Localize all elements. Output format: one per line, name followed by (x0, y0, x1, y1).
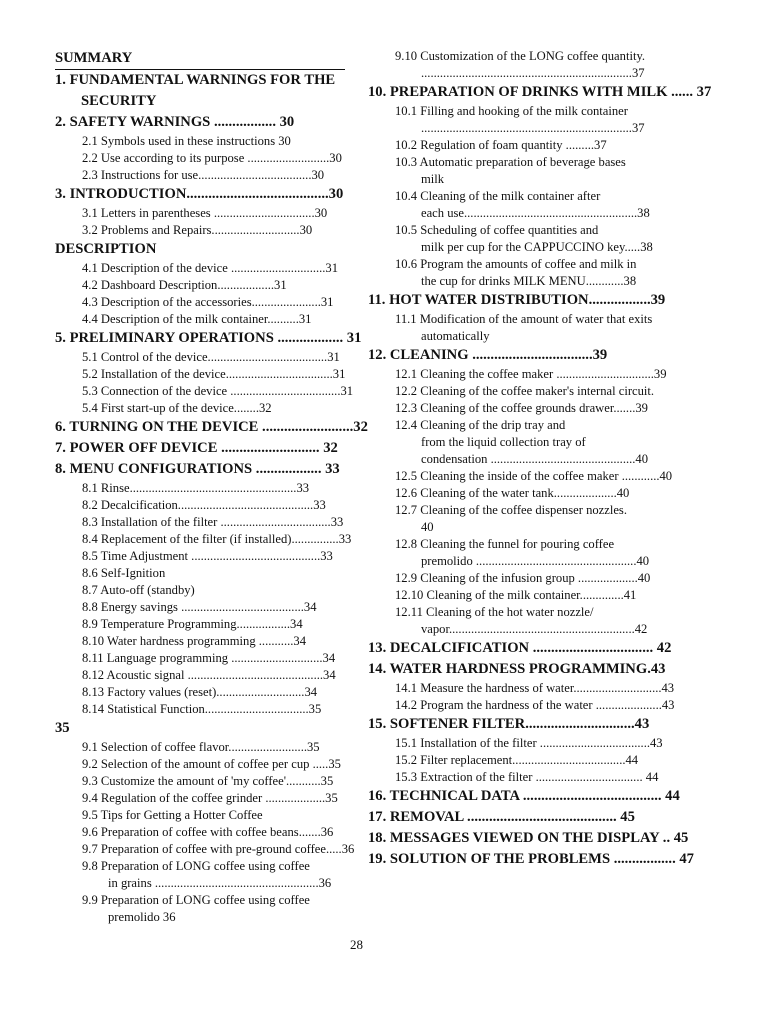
toc-subsection: 8.13 Factory values (reset)............................34 (82, 685, 318, 699)
toc-subsection-continuation: automatically (421, 329, 490, 343)
toc-subsection: 8.9 Temperature Programming.................34 (82, 617, 303, 631)
toc-subsection: 8.7 Auto-off (standby) (82, 583, 195, 597)
toc-subsection: 9.3 Customize the amount of 'my coffee'...........35 (82, 774, 334, 788)
toc-subsection-continuation: premolido ...................................................40 (421, 554, 650, 568)
toc-section-heading: 14. WATER HARDNESS PROGRAMMING.43 (368, 661, 666, 677)
toc-subsection: 8.5 Time Adjustment .........................................33 (82, 549, 333, 563)
toc-subsection-continuation: from the liquid collection tray of (421, 435, 586, 449)
toc-subsection: 12.10 Cleaning of the milk container..............41 (395, 588, 637, 602)
toc-section-heading: 8. MENU CONFIGURATIONS .................. 33 (55, 461, 340, 477)
toc-subsection: 8.10 Water hardness programming ...........34 (82, 634, 306, 648)
toc-subsection: 10.6 Program the amounts of coffee and milk in (395, 257, 637, 271)
toc-subsection-continuation: ...................................................................37 (421, 66, 645, 80)
toc-subsection: 12.7 Cleaning of the coffee dispenser nozzles. (395, 503, 627, 517)
toc-subsection: 10.4 Cleaning of the milk container after (395, 189, 601, 203)
toc-subsection: 12.5 Cleaning the inside of the coffee maker ............40 (395, 469, 673, 483)
toc-section-heading: 18. MESSAGES VIEWED ON THE DISPLAY .. 45 (368, 830, 689, 846)
toc-subsection: 12.2 Cleaning of the coffee maker's internal circuit. (395, 384, 655, 398)
toc-subsection: 10.5 Scheduling of coffee quantities and (395, 223, 599, 237)
toc-subsection-continuation: in grains ....................................................36 (108, 876, 332, 890)
toc-subsection: 9.5 Tips for Getting a Hotter Coffee (82, 808, 263, 822)
toc-subsection-continuation: milk per cup for the CAPPUCCINO key.....38 (421, 240, 653, 254)
toc-section-heading: 35 (55, 720, 70, 736)
toc-subsection: 14.2 Program the hardness of the water .....................43 (395, 698, 675, 712)
page-number: 28 (350, 937, 363, 952)
toc-subsection: 8.6 Self-Ignition (82, 566, 166, 580)
toc-subsection: 9.7 Preparation of coffee with pre-ground coffee.....36 (82, 842, 355, 856)
toc-subsection: 5.3 Connection of the device ...................................31 (82, 384, 354, 398)
toc-subsection: 12.8 Cleaning the funnel for pouring coffee (395, 537, 615, 551)
toc-section-heading: DESCRIPTION (55, 241, 157, 257)
toc-subsection: 8.4 Replacement of the filter (if installed)...............33 (82, 532, 352, 546)
toc-subsection: 4.2 Dashboard Description..................31 (82, 278, 287, 292)
toc-subsection: 5.1 Control of the device......................................31 (82, 350, 340, 364)
toc-subsection: 8.1 Rinse.....................................................33 (82, 481, 310, 495)
toc-section-heading: 19. SOLUTION OF THE PROBLEMS ................. 47 (368, 851, 694, 867)
toc-subsection-continuation: 40 (421, 520, 434, 534)
toc-right-list (368, 48, 758, 870)
toc-subsection-continuation: the cup for drinks MILK MENU............38 (421, 274, 637, 288)
toc-subsection: 8.12 Acoustic signal ...........................................34 (82, 668, 336, 682)
toc-subsection: 8.2 Decalcification...........................................33 (82, 498, 326, 512)
toc-subsection: 2.2 Use according to its purpose ..........................30 (82, 151, 342, 165)
toc-right-column (368, 48, 758, 870)
toc-section-heading: 10. PREPARATION OF DRINKS WITH MILK ...... 37 (368, 84, 712, 100)
toc-subsection: 5.2 Installation of the device..................................31 (82, 367, 346, 381)
toc-subsection: 9.9 Preparation of LONG coffee using coffee (82, 893, 310, 907)
toc-subsection: 12.11 Cleaning of the hot water nozzle/ (395, 605, 594, 619)
toc-section-heading: 5. PRELIMINARY OPERATIONS .................. 31 (55, 330, 362, 346)
toc-subsection: 8.14 Statistical Function.................................35 (82, 702, 322, 716)
toc-subsection: 11.1 Modification of the amount of water that exits (395, 312, 653, 326)
toc-subsection-continuation: vapor...........................................................42 (421, 622, 648, 636)
toc-subsection: 15.3 Extraction of the filter .................................. 44 (395, 770, 659, 784)
toc-subsection: 4.3 Description of the accessories......................31 (82, 295, 334, 309)
toc-subsection: 9.6 Preparation of coffee with coffee beans.......36 (82, 825, 334, 839)
toc-section-heading: 15. SOFTENER FILTER..............................43 (368, 716, 650, 732)
toc-subsection-continuation: condensation ..............................................40 (421, 452, 649, 466)
toc-subsection: 8.3 Installation of the filter ...................................33 (82, 515, 344, 529)
toc-subsection: 15.2 Filter replacement....................................44 (395, 753, 639, 767)
toc-subsection: 2.3 Instructions for use....................................30 (82, 168, 325, 182)
toc-subsection: 9.4 Regulation of the coffee grinder ...................35 (82, 791, 338, 805)
toc-subsection: 10.3 Automatic preparation of beverage bases (395, 155, 626, 169)
toc-subsection: 12.1 Cleaning the coffee maker ...............................39 (395, 367, 667, 381)
summary-heading: SUMMARY (55, 48, 345, 70)
toc-subsection: 10.2 Regulation of foam quantity .........37 (395, 138, 607, 152)
toc-subsection: 12.9 Cleaning of the infusion group ...................40 (395, 571, 651, 585)
toc-subsection: 15.1 Installation of the filter ...................................43 (395, 736, 663, 750)
toc-section-heading: 6. TURNING ON THE DEVICE .........................32 (55, 419, 368, 435)
toc-subsection: 12.4 Cleaning of the drip tray and (395, 418, 566, 432)
toc-subsection-continuation: each use.......................................................38 (421, 206, 650, 220)
toc-subsection: 2.1 Symbols used in these instructions 30 (82, 134, 291, 148)
toc-subsection: 14.1 Measure the hardness of water............................43 (395, 681, 675, 695)
toc-subsection-continuation: premolido 36 (108, 910, 176, 924)
toc-subsection: 8.8 Energy savings .......................................34 (82, 600, 317, 614)
toc-subsection: 12.6 Cleaning of the water tank....................40 (395, 486, 630, 500)
toc-section-heading: 11. HOT WATER DISTRIBUTION.................39 (368, 292, 666, 308)
toc-section-heading: 1. FUNDAMENTAL WARNINGS FOR THE (55, 72, 336, 88)
toc-section-heading: 13. DECALCIFICATION ................................. 42 (368, 640, 672, 656)
toc-left-list (55, 70, 380, 926)
toc-subsection: 10.1 Filling and hooking of the milk container (395, 104, 628, 118)
toc-subsection: 9.2 Selection of the amount of coffee per cup .....35 (82, 757, 341, 771)
toc-left-column (55, 48, 380, 926)
toc-subsection: 12.3 Cleaning of the coffee grounds drawer.......39 (395, 401, 648, 415)
toc-section-heading: 7. POWER OFF DEVICE ........................... 32 (55, 440, 338, 456)
toc-subsection: 5.4 First start-up of the device........32 (82, 401, 272, 415)
toc-subsection: 9.10 Customization of the LONG coffee quantity. (395, 49, 646, 63)
toc-section-heading: 3. INTRODUCTION.......................................30 (55, 186, 344, 202)
toc-section-heading: 17. REMOVAL ......................................... 45 (368, 809, 635, 825)
toc-subsection: 3.1 Letters in parentheses ................................30 (82, 206, 328, 220)
toc-subsection: 9.8 Preparation of LONG coffee using coffee (82, 859, 310, 873)
toc-section-heading: 12. CLEANING .................................39 (368, 347, 608, 363)
toc-section-heading-continuation: SECURITY (81, 93, 157, 109)
toc-section-heading: 2. SAFETY WARNINGS ................. 30 (55, 114, 295, 130)
toc-subsection: 9.1 Selection of coffee flavor.........................35 (82, 740, 320, 754)
toc-subsection: 3.2 Problems and Repairs............................30 (82, 223, 313, 237)
toc-subsection-continuation: milk (421, 172, 445, 186)
toc-subsection: 4.4 Description of the milk container..........31 (82, 312, 312, 326)
toc-subsection: 8.11 Language programming .............................34 (82, 651, 336, 665)
toc-subsection-continuation: ...................................................................37 (421, 121, 645, 135)
toc-section-heading: 16. TECHNICAL DATA ...................................... 44 (368, 788, 680, 804)
toc-subsection: 4.1 Description of the device ..............................31 (82, 261, 339, 275)
